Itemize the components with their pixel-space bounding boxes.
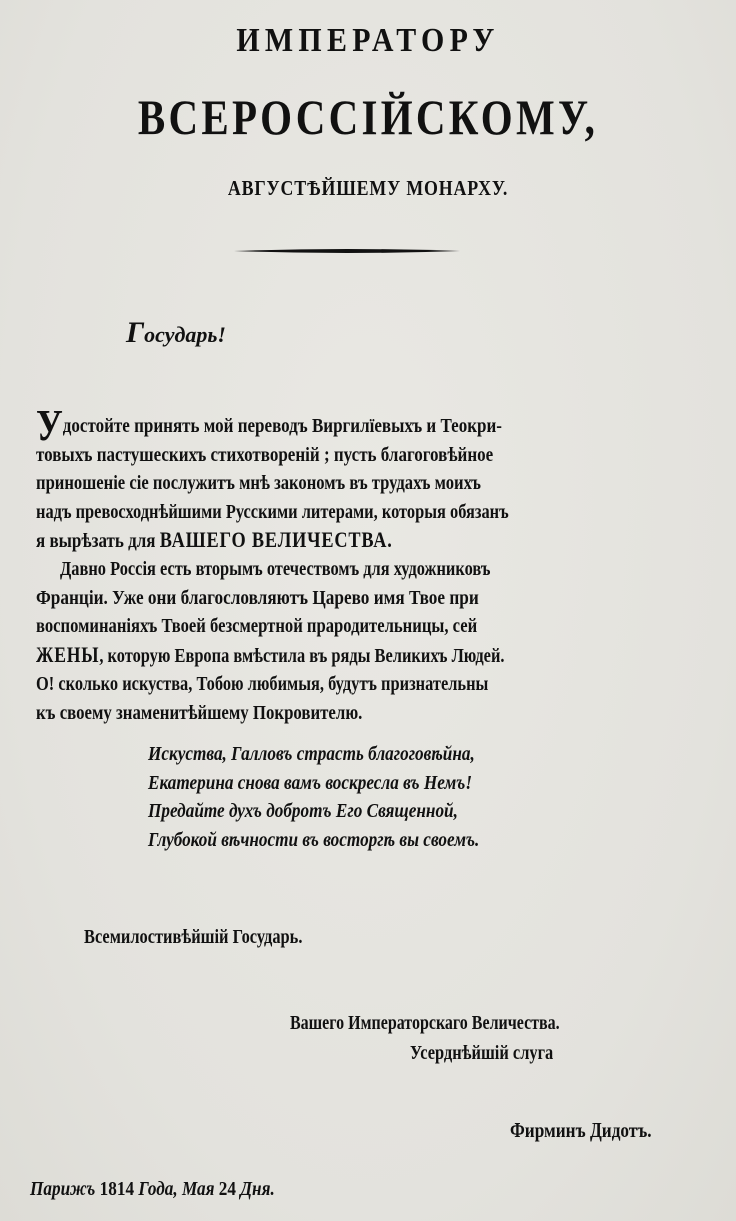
heading-line-2: ВСЕРОССІЙСКОМУ, bbox=[137, 89, 599, 145]
paragraph-2-line-4 bbox=[36, 641, 583, 671]
paragraph-2-line-5: О! сколько искуства, Тобою любимыя, будутъ признательны bbox=[36, 673, 489, 696]
date-month: Мая bbox=[181, 1178, 215, 1200]
verse-line-4: Глубокой вѣчности въ восторгѣ вы своемъ. bbox=[148, 828, 480, 851]
paragraph-1-line-3: приношеніе сіе послужитъ мнѣ закономъ въ трудахъ моихъ bbox=[36, 472, 481, 495]
paragraph-1-line-1 bbox=[36, 401, 604, 450]
text-run: я вырѣзать для bbox=[36, 530, 160, 553]
drop-cap: У bbox=[36, 401, 63, 450]
paragraph-2-line-2: Франціи. Уже они благословляютъ Царево имя Твое при bbox=[36, 586, 479, 609]
paragraph-2 bbox=[36, 555, 720, 728]
verse-line-3: Предайте духъ добротъ Его Священной, bbox=[148, 800, 458, 822]
signature-line-2: Усерднѣйшій слуга bbox=[410, 1042, 554, 1064]
date-year: 1814 bbox=[99, 1178, 135, 1200]
verse-line-1: Искуства, Галловъ страсть благоговѣйна, bbox=[148, 743, 475, 765]
signer-name: Фирминъ Дидотъ. bbox=[510, 1118, 652, 1142]
salutation-rest: осударь! bbox=[144, 322, 226, 347]
paragraph-2-line-1: Давно Россія есть вторымъ отечествомъ для художниковъ bbox=[60, 558, 491, 580]
paragraph-1-line-4: надъ превосходнѣйшими Русскими литерами, которыя обязанъ bbox=[36, 500, 509, 523]
date-year-word: Года, bbox=[138, 1178, 178, 1200]
dateline bbox=[30, 1178, 275, 1201]
majesty-caps: ВАШЕГО ВЕЛИЧЕСТВА. bbox=[159, 527, 393, 553]
wife-caps: ЖЕНЫ bbox=[36, 641, 100, 667]
paragraph-2-line-6: къ своему знаменитѣйшему Покровителю. bbox=[36, 701, 363, 724]
ornamental-divider bbox=[234, 248, 460, 254]
date-day: 24 bbox=[218, 1178, 236, 1200]
text-run: , которую Европа вмѣстила въ ряды Великихъ Людей. bbox=[99, 644, 505, 667]
salutation-initial: Г bbox=[126, 316, 145, 349]
signature-line-1: Вашего Императорскаго Величества. bbox=[290, 1012, 560, 1034]
paragraph-1-line-5 bbox=[36, 526, 604, 556]
salutation bbox=[126, 316, 226, 350]
heading-line-1: ИМПЕРАТОРУ bbox=[236, 22, 500, 59]
text-run: достойте принять мой переводъ Виргилїевыхъ и Теокри- bbox=[62, 415, 502, 437]
paragraph-2-line-3: воспоминаніяхъ Твоей безсмертной прародительницы, сей bbox=[36, 615, 478, 638]
verse-line-2: Екатерина снова вамъ воскресла въ Немъ! bbox=[148, 771, 473, 794]
heading-line-3: АВГУСТѢЙШЕМУ МОНАРХУ. bbox=[227, 176, 509, 200]
date-day-word: Дня. bbox=[240, 1178, 275, 1200]
date-city: Парижъ bbox=[30, 1178, 96, 1200]
closing-address: Всемилостивѣйшій Государь. bbox=[84, 926, 303, 948]
paragraph-1 bbox=[36, 401, 720, 556]
paragraph-1-line-2: товыхъ пастушескихъ стихотвореній ; пусть благоговѣйное bbox=[36, 443, 494, 466]
verse-stanza bbox=[148, 740, 533, 854]
